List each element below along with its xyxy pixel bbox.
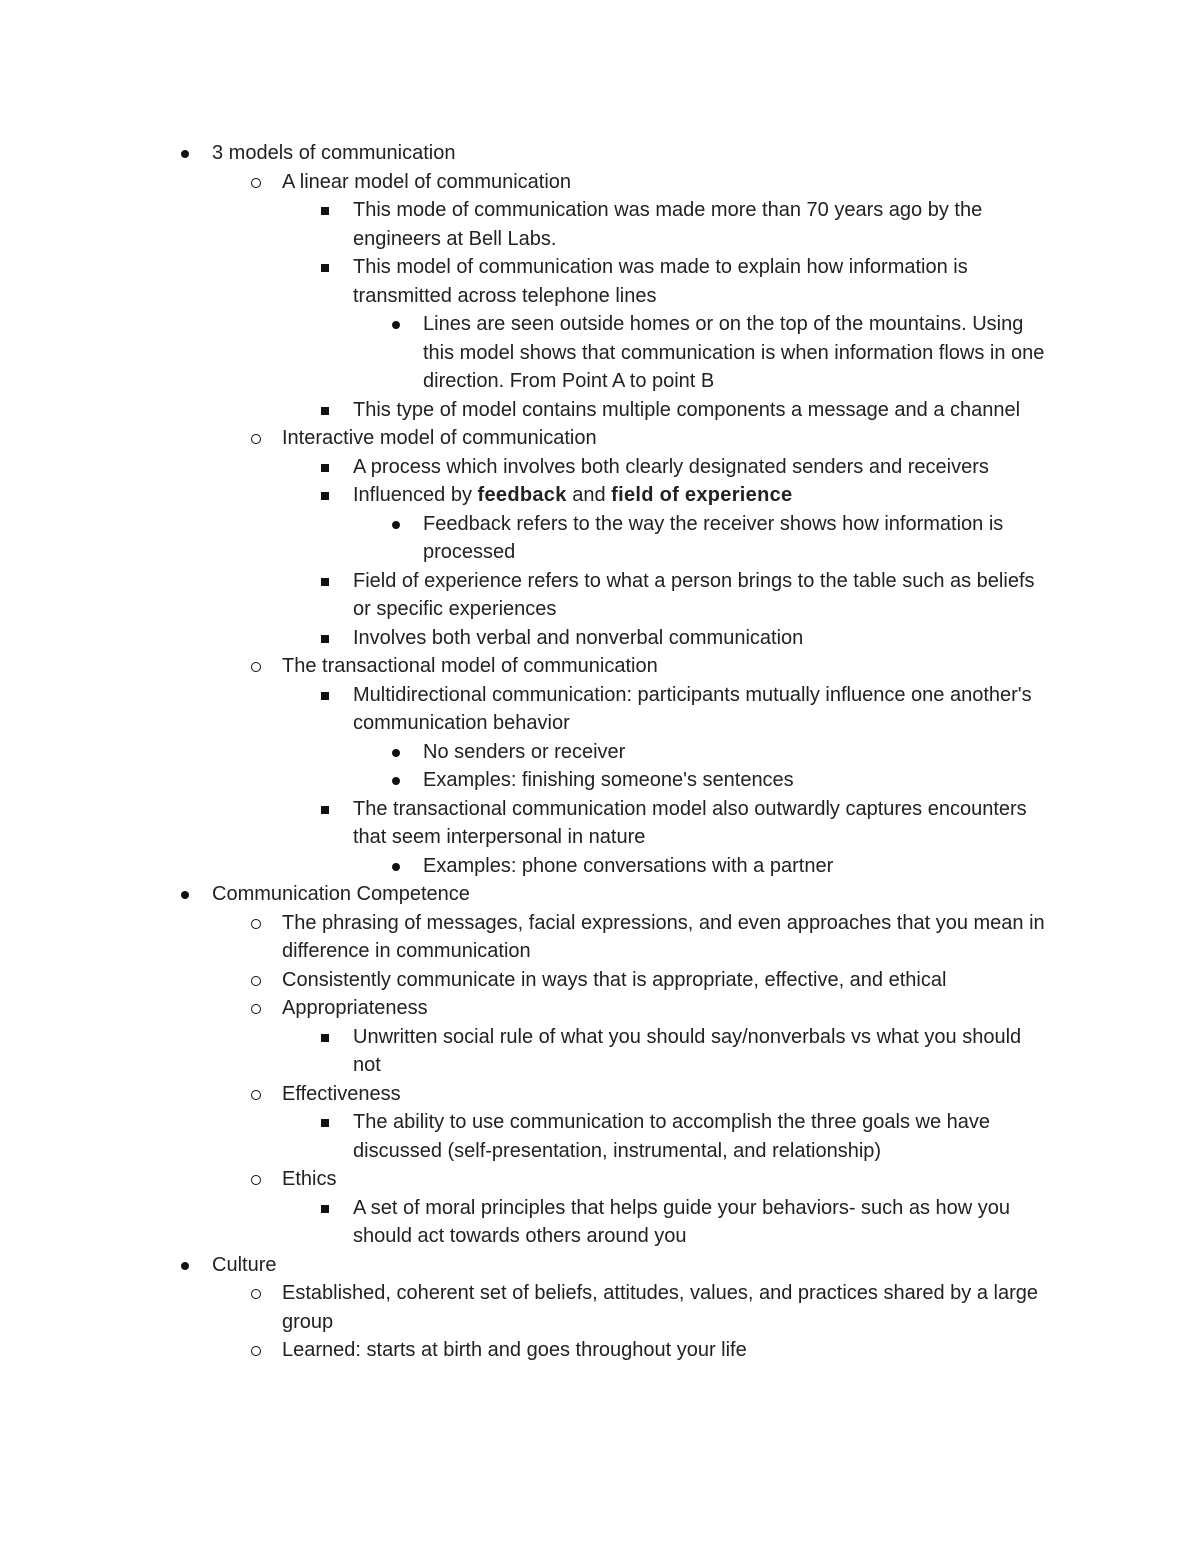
list-item — [353, 795, 1053, 852]
list-item — [282, 1080, 1052, 1109]
list-item — [282, 424, 1052, 453]
list-item-text: Examples: phone conversations with a partner — [423, 854, 834, 877]
bullet-disc-icon — [388, 766, 408, 795]
list-item-text: A linear model of communication — [282, 170, 572, 193]
notes-document — [0, 139, 1200, 1365]
list-item-text: Culture — [212, 1253, 277, 1276]
list-item-text: This mode of communication was made more than 70 years ago by the engineers at Bell Labs. — [353, 199, 983, 250]
bullet-circle-icon — [247, 652, 267, 681]
bullet-square-icon — [318, 624, 338, 653]
bullet-square-icon — [318, 396, 338, 425]
bullet-circle-icon — [247, 1336, 267, 1365]
list-item — [353, 567, 1053, 624]
list-item-text: The transactional model of communication — [282, 655, 658, 677]
bullet-disc-icon — [177, 139, 197, 168]
bullet-square-icon — [318, 253, 338, 282]
bullet-disc-icon — [177, 880, 197, 909]
list-item-text: This model of communication was made to explain how information is transmitted across telephone lines — [353, 256, 968, 307]
list-item — [423, 310, 1053, 396]
list-item — [423, 766, 1053, 795]
bullet-circle-icon — [247, 1080, 267, 1109]
list-item-text: Consistently communicate in ways that is appropriate, effective, and ethical — [282, 968, 947, 991]
list-item-text: Learned: starts at birth and goes throughout your life — [282, 1339, 747, 1361]
list-item — [353, 624, 1053, 653]
bullet-square-icon — [318, 481, 338, 510]
list-item — [282, 168, 1052, 197]
bullet-circle-icon — [247, 909, 267, 938]
bullet-square-icon — [318, 567, 338, 596]
list-item — [212, 139, 1052, 168]
list-item — [212, 1251, 1052, 1280]
list-item — [353, 481, 1053, 510]
list-item — [353, 1108, 1053, 1165]
list-item — [353, 681, 1053, 738]
list-item-text: This type of model contains multiple components a message and a channel — [353, 398, 1021, 421]
list-item-text: A set of moral principles that helps guide your behaviors- such as how you should act towards others around you — [353, 1196, 1011, 1247]
bullet-circle-icon — [247, 966, 267, 995]
bullet-circle-icon — [247, 1279, 267, 1308]
list-item-text: The transactional communication model also outwardly captures encounters that seem interpersonal in nature — [353, 797, 1027, 848]
bullet-square-icon — [318, 1023, 338, 1052]
bullet-square-icon — [318, 453, 338, 482]
list-item — [282, 652, 1052, 681]
list-item-text: Ethics — [282, 1168, 337, 1190]
list-item — [423, 852, 1053, 881]
list-item-text: No senders or receiver — [423, 740, 626, 763]
text-run: and — [566, 484, 612, 506]
bullet-disc-icon — [388, 510, 408, 539]
bullet-square-icon — [318, 1108, 338, 1137]
bullet-square-icon — [318, 1194, 338, 1223]
bold-term: feedback — [477, 484, 567, 506]
list-item — [282, 966, 1052, 995]
list-item-text: Communication Competence — [212, 883, 470, 905]
list-item-text: The ability to use communication to accomplish the three goals we have discussed (self-presentation, instrumental, and relationship) — [353, 1111, 991, 1162]
list-item-text: A process which involves both clearly designated senders and receivers — [353, 455, 989, 478]
list-item-text: Feedback refers to the way the receiver shows how information is processed — [423, 512, 1004, 563]
list-item — [353, 1023, 1053, 1080]
bullet-disc-icon — [388, 738, 408, 767]
list-item — [353, 1194, 1053, 1251]
bullet-square-icon — [318, 196, 338, 225]
list-item-text: Established, coherent set of beliefs, attitudes, values, and practices shared by a large group — [282, 1282, 1038, 1333]
list-item — [282, 1165, 1052, 1194]
bullet-square-icon — [318, 795, 338, 824]
bullet-circle-icon — [247, 424, 267, 453]
list-item-text: Involves both verbal and nonverbal communication — [353, 626, 804, 649]
list-item — [282, 1279, 1052, 1336]
list-item-text: 3 models of communication — [212, 142, 456, 164]
list-item — [353, 196, 1053, 253]
list-item-text: The phrasing of messages, facial expressions, and even approaches that you mean in difference in communication — [282, 911, 1045, 962]
bullet-square-icon — [318, 681, 338, 710]
bullet-disc-icon — [388, 852, 408, 881]
list-item — [423, 738, 1053, 767]
list-item-text — [353, 484, 792, 506]
list-item-text: Effectiveness — [282, 1082, 401, 1105]
list-item-text: Field of experience refers to what a person brings to the table such as beliefs or specific experiences — [353, 569, 1035, 620]
list-item — [282, 1336, 1052, 1365]
bullet-disc-icon — [177, 1251, 197, 1280]
list-item — [212, 880, 1052, 909]
bullet-circle-icon — [247, 1165, 267, 1194]
list-item-text: Unwritten social rule of what you should say/nonverbals vs what you should not — [353, 1025, 1022, 1076]
list-item-text: Lines are seen outside homes or on the top of the mountains. Using this model shows that communication is when information flows in one direction. From Point A to point B — [423, 313, 1045, 392]
list-item — [282, 909, 1052, 966]
bullet-disc-icon — [388, 310, 408, 339]
list-item-text: Interactive model of communication — [282, 427, 597, 449]
list-item-text: Multidirectional communication: participants mutually influence one another's communication behavior — [353, 683, 1032, 734]
list-item-text: Appropriateness — [282, 997, 428, 1019]
bullet-circle-icon — [247, 994, 267, 1023]
list-item — [423, 510, 1053, 567]
list-item-text: Examples: finishing someone's sentences — [423, 769, 794, 791]
bullet-circle-icon — [247, 168, 267, 197]
text-run: Influenced by — [353, 484, 478, 506]
list-item — [353, 453, 1053, 482]
bold-term: field of experience — [611, 484, 793, 506]
list-item — [282, 994, 1052, 1023]
list-item — [353, 253, 1053, 310]
list-item — [353, 396, 1053, 425]
